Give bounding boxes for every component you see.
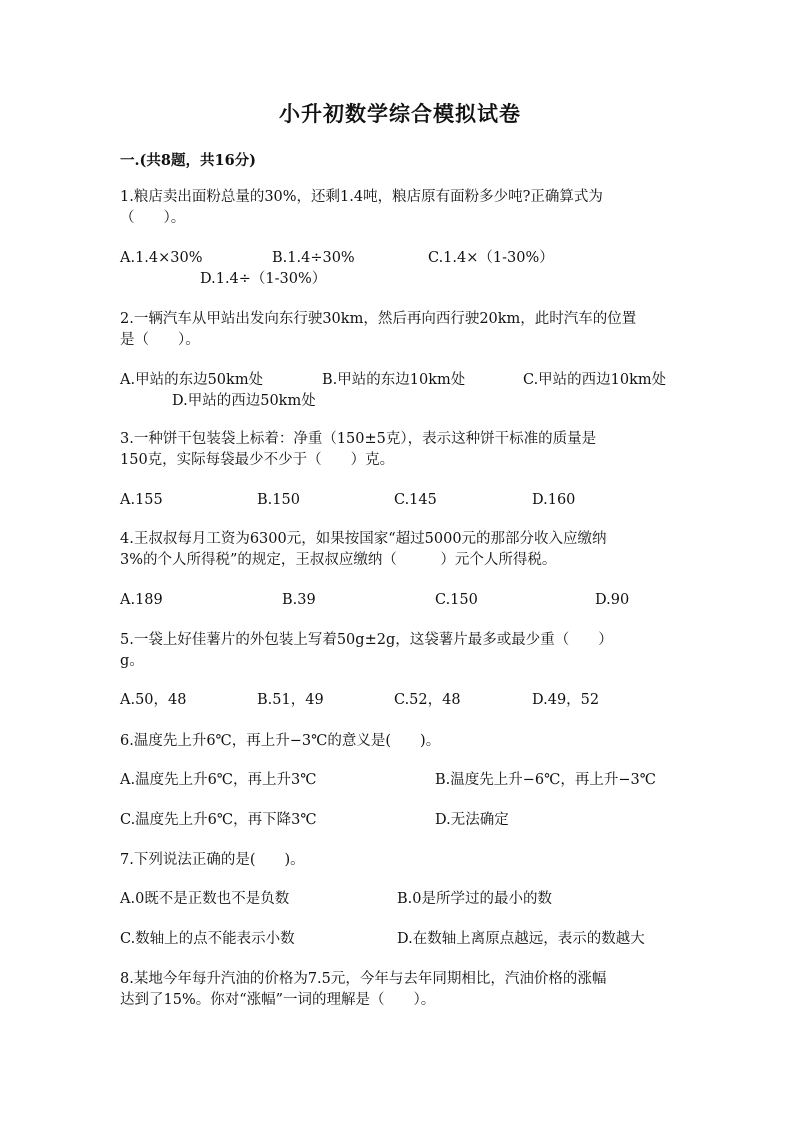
question-1-option-b[interactable]: B.1.4÷30%	[272, 250, 355, 266]
question-8-line-1: 8.某地今年每升汽油的价格为7.5元，今年与去年同期相比，汽油价格的涨幅	[120, 971, 607, 987]
question-7-option-a[interactable]: A.0既不是正数也不是负数	[120, 891, 290, 907]
question-2-option-c[interactable]: C.甲站的西边10km处	[523, 372, 667, 388]
question-3-line-1: 3.一种饼干包装袋上标着：净重（150±5克），表示这种饼干标准的质量是	[120, 431, 597, 447]
question-5-line-2: g。	[120, 653, 144, 669]
question-4-option-b[interactable]: B.39	[282, 592, 316, 608]
question-3-option-b[interactable]: B.150	[257, 492, 300, 508]
question-5-line-1: 5.一袋上好佳薯片的外包装上写着50g±2g，这袋薯片最多或最少重（ ）	[120, 632, 613, 648]
question-2-option-b[interactable]: B.甲站的东边10km处	[322, 372, 466, 388]
question-3-option-a[interactable]: A.155	[120, 492, 163, 508]
question-5-option-b[interactable]: B.51，49	[257, 692, 324, 708]
question-1-option-a[interactable]: A.1.4×30%	[120, 250, 203, 266]
question-5-option-c[interactable]: C.52，48	[394, 692, 461, 708]
question-7-option-d[interactable]: D.在数轴上离原点越远，表示的数越大	[397, 931, 645, 947]
question-5-option-a[interactable]: A.50，48	[120, 692, 187, 708]
question-7-option-c[interactable]: C.数轴上的点不能表示小数	[120, 931, 295, 947]
question-7-option-b[interactable]: B.0是所学过的最小的数	[397, 891, 552, 907]
question-4-line-2: 3%的个人所得税”的规定，王叔叔应缴纳（ ）元个人所得税。	[120, 552, 557, 568]
question-2-option-a[interactable]: A.甲站的东边50km处	[120, 372, 264, 388]
question-3-option-c[interactable]: C.145	[394, 492, 437, 508]
question-6-option-d[interactable]: D.无法确定	[435, 812, 509, 828]
question-7-line-1: 7.下列说法正确的是( )。	[120, 852, 305, 868]
question-2-line-1: 2.一辆汽车从甲站出发向东行驶30km，然后再向西行驶20km，此时汽车的位置	[120, 311, 637, 327]
question-1-line-2: （ ）。	[120, 210, 186, 226]
question-3-option-d[interactable]: D.160	[532, 492, 576, 508]
question-4-option-a[interactable]: A.189	[120, 592, 163, 608]
question-1-option-d[interactable]: D.1.4÷（1-30%）	[200, 271, 327, 287]
question-1-option-c[interactable]: C.1.4×（1-30%）	[428, 250, 554, 266]
question-6-line-1: 6.温度先上升6℃，再上升−3℃的意义是( )。	[120, 733, 441, 749]
question-3-line-2: 150克，实际每袋最少不少于（ ）克。	[120, 452, 395, 468]
question-4-line-1: 4.王叔叔每月工资为6300元，如果按国家“超过5000元的那部分收入应缴纳	[120, 531, 607, 547]
question-4-option-c[interactable]: C.150	[435, 592, 478, 608]
question-8-line-2: 达到了15%。你对“涨幅”一词的理解是（ ）。	[120, 992, 436, 1008]
question-2-line-2: 是（ ）。	[120, 332, 200, 348]
question-6-option-b[interactable]: B.温度先上升−6℃，再上升−3℃	[435, 772, 656, 788]
question-2-option-d[interactable]: D.甲站的西边50km处	[172, 393, 316, 409]
question-5-option-d[interactable]: D.49，52	[532, 692, 600, 708]
question-6-option-a[interactable]: A.温度先上升6℃，再上升3℃	[120, 772, 317, 788]
section-heading: 一.(共8题，共16分)	[120, 152, 257, 169]
question-1-line-1: 1.粮店卖出面粉总量的30%，还剩1.4吨，粮店原有面粉多少吨?正确算式为	[120, 189, 603, 205]
question-6-option-c[interactable]: C.温度先上升6℃，再下降3℃	[120, 812, 317, 828]
question-4-option-d[interactable]: D.90	[595, 592, 630, 608]
page-title: 小升初数学综合模拟试卷	[279, 101, 521, 126]
